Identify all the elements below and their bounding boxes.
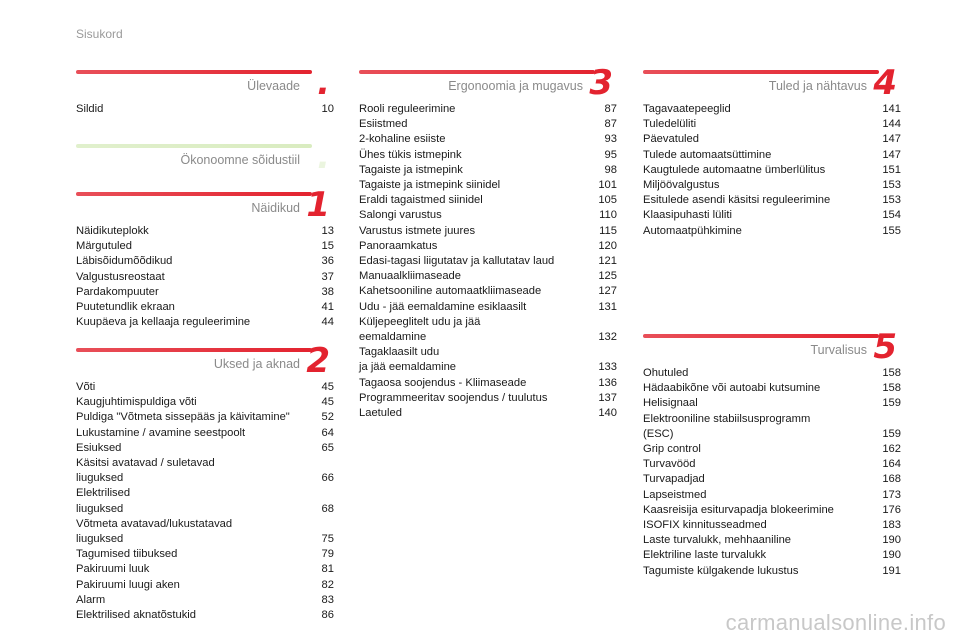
toc-entry[interactable]	[643, 224, 901, 239]
toc-entry-page: 153	[882, 179, 901, 192]
section-header	[76, 63, 334, 103]
toc-entry[interactable]	[76, 547, 334, 562]
section-items	[76, 102, 334, 117]
section-header	[76, 137, 334, 177]
toc-entry[interactable]	[359, 208, 617, 223]
section-number: .	[317, 137, 330, 177]
section-overview	[76, 63, 334, 117]
toc-entry-title: Tagaklaasilt udu ja jää eemaldamine	[359, 346, 457, 374]
toc-entry-title: Pakiruumi luugi aken	[76, 578, 180, 591]
toc-entry-page: 133	[598, 361, 617, 374]
toc-entry[interactable]	[76, 224, 334, 239]
toc-entry-title: 2-kohaline esiiste	[359, 133, 446, 146]
section-items	[643, 102, 901, 239]
section-2	[76, 341, 334, 623]
toc-entry-page: 136	[598, 376, 617, 389]
toc-entry[interactable]	[643, 457, 901, 472]
section-items	[643, 366, 901, 579]
toc-entry[interactable]	[76, 315, 334, 330]
toc-entry-title: Salongi varustus	[359, 209, 442, 222]
toc-entry-title: Märgutuled	[76, 240, 132, 253]
toc-entry-title: Võti	[76, 381, 96, 393]
toc-entry[interactable]	[359, 239, 617, 254]
toc-entry[interactable]	[643, 518, 901, 533]
toc-entry-title: Puldiga "Võtmeta sissepääs ja käivitamine"	[76, 411, 290, 424]
toc-entry[interactable]	[643, 396, 901, 411]
toc-entry-title: Käsitsi avatavad / suletavad liuguksed	[76, 457, 215, 485]
toc-entry[interactable]	[76, 593, 334, 608]
toc-entry-title: Turvavööd	[643, 458, 696, 471]
toc-entry-title: Puutetundlik ekraan	[76, 301, 175, 314]
section-bar	[76, 144, 312, 148]
toc-entry-title: Pakiruumi luuk	[76, 563, 150, 576]
toc-entry[interactable]	[76, 517, 334, 547]
section-items	[76, 380, 334, 623]
section-bar	[643, 334, 879, 338]
toc-entry[interactable]	[76, 608, 334, 623]
toc-entry-title: Sildid	[76, 103, 104, 115]
section-eco	[76, 137, 334, 177]
toc-entry-title: Kaasreisija esiturvapadja blokeerimine	[643, 503, 834, 516]
toc-entry-title: Elektrooniline stabiilsusprogramm (ESC)	[643, 412, 811, 440]
toc-entry-title: Hädaabikõne või autoabi kutsumine	[643, 382, 821, 395]
toc-entry-page: 36	[321, 255, 334, 268]
toc-entry[interactable]	[76, 102, 334, 117]
toc-entry-page: 131	[598, 300, 617, 313]
toc-entry-page: 87	[604, 103, 617, 115]
toc-entry[interactable]	[76, 254, 334, 269]
section-title: Turvalisus	[810, 343, 867, 357]
section-header	[76, 185, 334, 225]
toc-entry-title: Eraldi tagaistmed siinidel	[359, 194, 483, 207]
toc-entry-page: 13	[321, 225, 334, 237]
toc-entry-page: 164	[882, 458, 901, 471]
section-number: 2	[306, 341, 330, 381]
toc-entry-title: Tagaiste ja istmepink siinidel	[359, 179, 501, 192]
toc-entry-page: 86	[321, 609, 334, 622]
section-title: Ökonoomne sõidustiil	[180, 153, 300, 167]
section-title: Uksed ja aknad	[213, 357, 300, 371]
toc-entry-page: 115	[599, 224, 617, 237]
section-3	[359, 63, 617, 421]
toc-entry[interactable]	[359, 102, 617, 117]
toc-entry-page: 190	[882, 549, 901, 562]
toc-entry-title: Kuupäeva ja kellaaja reguleerimine	[76, 316, 251, 329]
toc-entry[interactable]	[643, 117, 901, 132]
toc-entry-page: 125	[598, 270, 617, 283]
toc-entry[interactable]	[643, 102, 901, 117]
toc-entry[interactable]	[76, 426, 334, 441]
section-header	[359, 63, 617, 103]
toc-entry[interactable]	[76, 410, 334, 425]
toc-entry[interactable]	[643, 208, 901, 223]
toc-entry-title: Automaatpühkimine	[643, 224, 742, 237]
toc-entry-title: Grip control	[643, 443, 701, 456]
toc-entry[interactable]	[76, 270, 334, 285]
toc-entry-page: 82	[321, 578, 334, 591]
toc-entry[interactable]	[359, 178, 617, 193]
toc-entry-title: Miljöövalgustus	[643, 179, 720, 192]
toc-entry-page: 127	[598, 285, 617, 298]
toc-entry[interactable]	[643, 193, 901, 208]
section-header	[643, 327, 901, 367]
toc-entry[interactable]	[359, 376, 617, 391]
toc-entry-page: 38	[321, 285, 334, 298]
toc-entry-title: ISOFIX kinnitusseadmed	[643, 519, 767, 532]
toc-entry-page: 81	[321, 563, 334, 576]
toc-entry-page: 15	[321, 240, 334, 253]
toc-entry[interactable]	[76, 285, 334, 300]
toc-entry-page: 159	[882, 427, 901, 440]
toc-entry-page: 147	[882, 148, 901, 161]
toc-entry[interactable]	[643, 381, 901, 396]
toc-entry-title: Panoraamkatus	[359, 239, 438, 252]
toc-entry[interactable]	[643, 148, 901, 163]
toc-entry-title: Klaasipuhasti lüliti	[643, 209, 732, 222]
section-5	[643, 327, 901, 579]
toc-entry-page: 44	[321, 316, 334, 329]
section-number: 5	[873, 327, 897, 367]
toc-entry[interactable]	[359, 391, 617, 406]
section-bar	[359, 70, 595, 74]
section-number: 1	[306, 185, 330, 225]
toc-entry-title: Tagavaatepeeglid	[643, 103, 731, 115]
toc-entry[interactable]	[643, 548, 901, 563]
section-items	[359, 102, 617, 421]
toc-entry-page: 64	[321, 426, 334, 439]
toc-entry[interactable]	[643, 132, 901, 147]
toc-entry-page: 52	[321, 411, 334, 424]
toc-entry-title: Näidikuteplokk	[76, 225, 149, 237]
toc-entry-title: Võtmeta avatavad/lukustatavad liuguksed	[76, 517, 233, 546]
toc-entry-title: Lukustamine / avamine seestpoolt	[76, 426, 246, 439]
section-title: Näidikud	[251, 201, 300, 215]
toc-entry-title: Kaugtulede automaatne ümberlülitus	[643, 163, 826, 176]
section-bar	[76, 70, 312, 74]
toc-entry-title: Tulede automaatsüttimine	[643, 148, 772, 161]
toc-entry[interactable]	[643, 533, 901, 548]
toc-entry-title: Tuledelüliti	[643, 118, 697, 131]
section-title: Ergonoomia ja mugavus	[448, 79, 583, 93]
toc-entry-page: 154	[882, 209, 901, 222]
section-number: 4	[873, 63, 897, 103]
toc-entry-page: 75	[321, 533, 334, 546]
toc-entry[interactable]	[76, 456, 334, 486]
toc-entry[interactable]	[76, 395, 334, 410]
toc-entry[interactable]	[359, 406, 617, 421]
toc-entry[interactable]	[643, 503, 901, 518]
toc-entry-title: Ühes tükis istmepink	[359, 148, 462, 161]
watermark: carmanualsonline.info	[725, 610, 946, 635]
section-header	[76, 341, 334, 381]
toc-entry-title: Alarm	[76, 593, 106, 606]
toc-entry[interactable]	[359, 117, 617, 132]
toc-entry-page: 147	[882, 133, 901, 146]
toc-entry-page: 83	[321, 593, 334, 606]
toc-entry[interactable]	[359, 345, 617, 375]
toc-entry-page: 141	[882, 103, 901, 115]
toc-entry-page: 191	[882, 564, 901, 577]
toc-entry-page: 93	[604, 133, 617, 146]
toc-entry-title: Laste turvalukk, mehhaaniline	[643, 534, 792, 547]
section-items	[76, 224, 334, 330]
toc-entry-title: Tagaiste ja istmepink	[359, 163, 463, 176]
toc-entry-page: 37	[321, 270, 334, 283]
section-number: 3	[589, 63, 613, 103]
toc-entry[interactable]	[76, 239, 334, 254]
toc-entry-title: Tagaosa soojendus - Kliimaseade	[359, 376, 527, 389]
toc-entry-page: 121	[598, 255, 617, 268]
toc-entry[interactable]	[76, 441, 334, 456]
toc-entry-title: Valgustusreostaat	[76, 270, 165, 283]
toc-entry-title: Tagumised tiibuksed	[76, 548, 178, 561]
toc-entry[interactable]	[643, 412, 901, 442]
toc-entry[interactable]	[76, 486, 334, 516]
toc-entry-title: Esiistmed	[359, 118, 408, 131]
toc-entry[interactable]	[643, 488, 901, 503]
toc-entry[interactable]	[76, 380, 334, 395]
toc-entry[interactable]	[643, 178, 901, 193]
toc-entry-page: 155	[882, 224, 901, 237]
toc-entry-title: Esitulede asendi käsitsi reguleerimine	[643, 194, 831, 207]
section-title: Tuled ja nähtavus	[768, 79, 867, 93]
toc-entry[interactable]	[643, 366, 901, 381]
toc-entry-page: 98	[604, 163, 617, 176]
toc-entry-page: 120	[598, 239, 617, 252]
toc-entry-page: 110	[599, 209, 617, 222]
toc-entry-title: Turvapadjad	[643, 473, 705, 486]
toc-entry-page: 105	[598, 194, 617, 207]
toc-entry-title: Helisignaal	[643, 397, 698, 410]
toc-entry[interactable]	[359, 284, 617, 299]
toc-entry[interactable]	[643, 564, 901, 579]
toc-entry-page: 45	[321, 381, 334, 393]
section-header	[643, 63, 901, 103]
section-title: Ülevaade	[247, 79, 300, 93]
toc-entry-page: 168	[882, 473, 901, 486]
toc-entry-title: Manuaalkliimaseade	[359, 270, 461, 283]
toc-entry-title: Programmeeritav soojendus / tuulutus	[359, 391, 548, 404]
toc-entry-page: 158	[882, 382, 901, 395]
section-1	[76, 185, 334, 330]
toc-entry-title: Laetuled	[359, 407, 402, 420]
toc-entry[interactable]	[359, 132, 617, 147]
section-bar	[76, 192, 312, 196]
toc-entry-page: 132	[598, 331, 617, 344]
toc-entry-page: 101	[598, 179, 617, 192]
toc-entry[interactable]	[359, 163, 617, 178]
toc-entry-page: 173	[882, 488, 901, 501]
toc-entry-page: 66	[321, 472, 334, 485]
section-bar	[76, 348, 312, 352]
toc-entry-page: 144	[882, 118, 901, 131]
toc-entry-page: 95	[604, 148, 617, 161]
toc-entry[interactable]	[359, 300, 617, 315]
toc-entry[interactable]	[76, 562, 334, 577]
toc-entry-page: 87	[604, 118, 617, 131]
section-4	[643, 63, 901, 239]
toc-entry-page: 68	[321, 502, 334, 515]
toc-entry[interactable]	[643, 163, 901, 178]
toc-entry-title: Varustus istmete juures	[359, 224, 476, 237]
toc-entry-title: Küljepeeglitelt udu ja jää eemaldamine	[359, 315, 481, 344]
toc-entry-page: 190	[882, 534, 901, 547]
toc-entry[interactable]	[643, 472, 901, 487]
toc-entry[interactable]	[76, 300, 334, 315]
page-label: Sisukord	[76, 27, 123, 41]
toc-entry[interactable]	[359, 193, 617, 208]
toc-entry-page: 151	[882, 163, 901, 176]
toc-entry-page: 79	[321, 548, 334, 561]
toc-entry[interactable]	[359, 315, 617, 345]
toc-entry-title: Elektriline laste turvalukk	[643, 549, 767, 562]
toc-entry-page: 10	[321, 103, 334, 115]
toc-entry-title: Kahetsooniline automaatkliimaseade	[359, 285, 542, 298]
toc-entry[interactable]	[359, 224, 617, 239]
toc-entry[interactable]	[359, 269, 617, 284]
toc-entry-page: 153	[882, 194, 901, 207]
toc-entry-title: Edasi-tagasi liigutatav ja kallutatav laud	[359, 255, 555, 268]
toc-entry-page: 41	[321, 301, 334, 314]
toc-entry-page: 137	[598, 391, 617, 404]
toc-entry-page: 65	[321, 441, 334, 454]
toc-entry-title: Rooli reguleerimine	[359, 103, 456, 115]
toc-entry-title: Päevatuled	[643, 133, 699, 146]
toc-entry-page: 159	[882, 397, 901, 410]
section-bar	[643, 70, 879, 74]
toc-entry-title: Tagumiste külgakende lukustus	[643, 564, 799, 577]
section-number: .	[317, 63, 330, 103]
toc-entry-title: Ohutuled	[643, 367, 689, 379]
toc-entry-title: Elektrilised liuguksed	[76, 487, 131, 515]
toc-entry-page: 176	[882, 503, 901, 516]
toc-entry-title: Esiuksed	[76, 441, 122, 454]
toc-entry[interactable]	[359, 254, 617, 269]
toc-entry-page: 162	[882, 443, 901, 456]
toc-entry-title: Läbisõidumõõdikud	[76, 255, 173, 268]
toc-entry-page: 140	[598, 407, 617, 420]
toc-entry[interactable]	[359, 148, 617, 163]
toc-entry-page: 183	[882, 519, 901, 532]
toc-entry-title: Kaugjuhtimispuldiga võti	[76, 396, 197, 409]
toc-entry[interactable]	[643, 442, 901, 457]
toc-entry-title: Udu - jää eemaldamine esiklaasilt	[359, 300, 527, 313]
toc-entry-page: 158	[882, 367, 901, 379]
toc-entry-title: Pardakompuuter	[76, 285, 159, 298]
toc-entry-page: 45	[321, 396, 334, 409]
toc-entry-title: Elektrilised aknatõstukid	[76, 609, 197, 622]
toc-entry-title: Lapseistmed	[643, 488, 707, 501]
toc-entry[interactable]	[76, 578, 334, 593]
